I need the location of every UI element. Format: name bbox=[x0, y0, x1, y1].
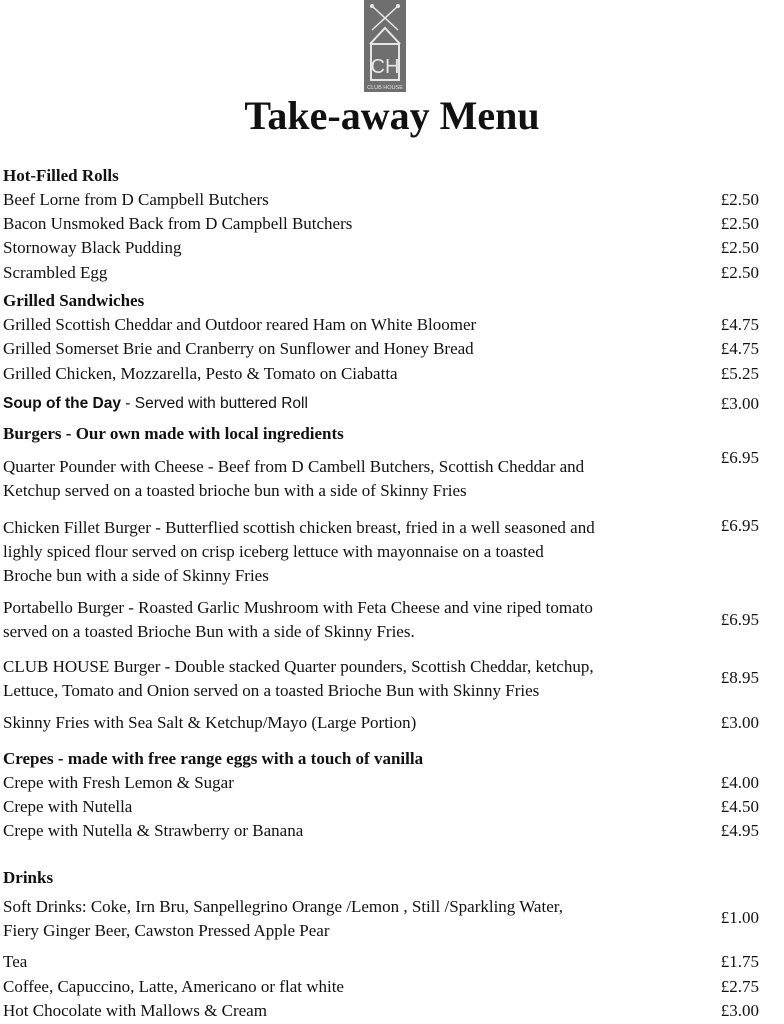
item-desc-line: Broche bun with a side of Skinny Fries bbox=[3, 566, 269, 585]
item-name: Tea bbox=[3, 952, 28, 971]
item-price: £4.95 bbox=[720, 821, 759, 840]
item-price: £2.50 bbox=[720, 190, 759, 209]
item-desc-line: Ketchup served on a toasted brioche bun with a side of Skinny Fries bbox=[3, 481, 467, 500]
item-desc-line: Chicken Fillet Burger - Butterflied scottish chicken breast, fried in a well seasoned and bbox=[3, 518, 595, 537]
menu-item bbox=[3, 655, 759, 703]
item-price: £3.00 bbox=[720, 713, 759, 732]
item-price: £3.00 bbox=[720, 394, 759, 413]
page-title: Take-away Menu bbox=[244, 93, 540, 138]
item-name: Crepe with Fresh Lemon & Sugar bbox=[3, 773, 234, 792]
item-name: Grilled Scottish Cheddar and Outdoor reared Ham on White Bloomer bbox=[3, 315, 477, 334]
item-price: £1.00 bbox=[720, 908, 759, 927]
item-price: £2.75 bbox=[720, 977, 759, 996]
item-desc-line: Quarter Pounder with Cheese - Beef from D Cambell Butchers, Scottish Cheddar and bbox=[3, 457, 585, 476]
club-house-logo bbox=[364, 0, 406, 92]
item-price: £2.50 bbox=[720, 263, 759, 282]
section-heading-crepes: Crepes - made with free range eggs with a touch of vanilla bbox=[3, 749, 424, 768]
section-heading-grilled: Grilled Sandwiches bbox=[3, 291, 145, 310]
item-name: Crepe with Nutella bbox=[3, 797, 133, 816]
item-desc-line: Fiery Ginger Beer, Cawston Pressed Apple Pear bbox=[3, 921, 330, 940]
logo-initials: CH bbox=[370, 56, 400, 78]
item-name: Hot Chocolate with Mallows & Cream bbox=[3, 1001, 267, 1020]
item-name: Grilled Chicken, Mozzarella, Pesto & Tomato on Ciabatta bbox=[3, 364, 398, 383]
item-name: Scrambled Egg bbox=[3, 263, 108, 282]
item-name: Beef Lorne from D Campbell Butchers bbox=[3, 190, 269, 209]
item-desc-line: Lettuce, Tomato and Onion served on a toasted Brioche Bun with Skinny Fries bbox=[3, 681, 540, 700]
item-desc-line: lighly spiced flour served on crisp iceberg lettuce with mayonnaise on a toasted bbox=[3, 542, 544, 561]
soup-name: Soup of the Day bbox=[3, 395, 121, 412]
item-price: £8.95 bbox=[720, 668, 759, 687]
item-name: Bacon Unsmoked Back from D Campbell Butchers bbox=[3, 214, 353, 233]
item-desc-line: CLUB HOUSE Burger - Double stacked Quarter pounders, Scottish Cheddar, ketchup, bbox=[3, 657, 594, 676]
crossed-clubs-icon bbox=[364, 0, 406, 92]
item-name: Coffee, Capuccino, Latte, Americano or flat white bbox=[3, 977, 344, 996]
item-price: £1.75 bbox=[720, 952, 759, 971]
logo-caption: CLUB HOUSE bbox=[367, 85, 403, 91]
item-price: £4.00 bbox=[720, 773, 759, 792]
item-name: Stornoway Black Pudding bbox=[3, 238, 182, 257]
item-price: £4.75 bbox=[720, 315, 759, 334]
section-heading-burgers: Burgers - Our own made with local ingredients bbox=[3, 424, 344, 443]
section-heading-drinks: Drinks bbox=[3, 868, 54, 887]
item-name: Crepe with Nutella & Strawberry or Banana bbox=[3, 821, 304, 840]
item-price: £6.95 bbox=[720, 516, 759, 535]
item-desc-line: Portabello Burger - Roasted Garlic Mushroom with Feta Cheese and vine riped tomato bbox=[3, 598, 593, 617]
item-price: £4.50 bbox=[720, 797, 759, 816]
item-price: £6.95 bbox=[720, 448, 759, 467]
item-price: £2.50 bbox=[720, 238, 759, 257]
item-desc-line: served on a toasted Brioche Bun with a side of Skinny Fries. bbox=[3, 622, 415, 641]
item-price: £4.75 bbox=[720, 339, 759, 358]
item-price: £3.00 bbox=[720, 1001, 759, 1020]
menu-item bbox=[3, 596, 759, 644]
item-price: £2.50 bbox=[720, 214, 759, 233]
item-price: £6.95 bbox=[720, 610, 759, 629]
menu-item bbox=[3, 448, 759, 503]
item-name: Grilled Somerset Brie and Cranberry on Sunflower and Honey Bread bbox=[3, 339, 474, 358]
item-price: £5.25 bbox=[720, 364, 759, 383]
soup-detail: - Served with buttered Roll bbox=[120, 395, 308, 412]
section-heading-hot-rolls: Hot-Filled Rolls bbox=[3, 166, 119, 185]
menu-item bbox=[3, 516, 759, 588]
item-name: Skinny Fries with Sea Salt & Ketchup/Mayo (Large Portion) bbox=[3, 713, 417, 732]
item-desc-line: Soft Drinks: Coke, Irn Bru, Sanpellegrino Orange /Lemon , Still /Sparkling Water, bbox=[3, 897, 563, 916]
menu-item-soft-drinks bbox=[3, 895, 759, 943]
